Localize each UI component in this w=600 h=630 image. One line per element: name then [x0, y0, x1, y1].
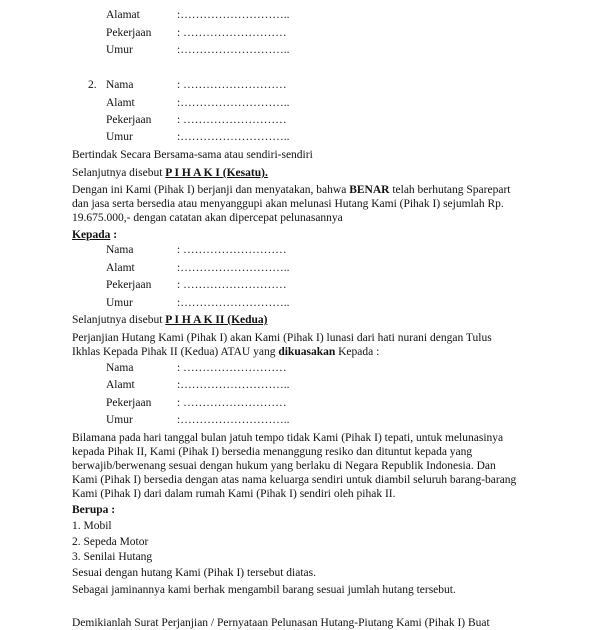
act-together-text: Bertindak Secara Bersama-sama atau sendiri-sendiri	[72, 149, 313, 161]
field-label: Alamt	[106, 379, 135, 391]
statement-text: telah berhutang Sparepart	[389, 184, 511, 196]
agreement-line-1: Perjanjian Hutang Kami (Pihak I) akan Kami (Pihak I) lunasi dari hati nurani dengan Tulus	[72, 332, 492, 344]
field-value: :………………………..	[177, 97, 290, 109]
pihak1-line	[72, 166, 268, 180]
field-value: :………………………..	[177, 297, 290, 309]
field-value: : ………………………	[177, 114, 287, 126]
statement-line-3: 19.675.000,- dengan catatan akan dipercepat pelunasannya	[72, 212, 343, 224]
statement-bold: BENAR	[349, 184, 390, 196]
field-value: : ………………………	[177, 279, 287, 291]
statement-line-2: dan jasa serta bersedia atau menyanggupi akan melunasi Hutang Kami (Pihak I) sejumlah Rp.	[72, 198, 504, 210]
guarantee-text: Sebagai jaminannya kami berhak mengambil barang sesuai jumlah hutang tersebut.	[72, 584, 456, 596]
according-text: Sesuai dengan hutang Kami (Pihak I) tersebut diatas.	[72, 567, 316, 579]
field-label: Nama	[106, 244, 134, 256]
field-value: :………………………..	[177, 131, 290, 143]
field-value: : ………………………	[177, 244, 287, 256]
field-label: Pekerjaan	[106, 397, 152, 409]
default-clause-line: berwajib/berwenang sesuai dengan hukum yang berlaku di Negara Republik Indonesia. Dan	[72, 460, 496, 472]
field-label: Pekerjaan	[106, 279, 152, 291]
field-label: Alamt	[106, 97, 135, 109]
field-label: Umur	[106, 44, 133, 56]
agreement-text: Ikhlas Kepada Pihak II (Kedua) ATAU yang	[72, 346, 279, 358]
default-clause-line: Kami (Pihak I) bersedia dengan atas nama keluarga sendiri untuk diambil seluruh barang-barang	[72, 474, 517, 486]
default-clause-line: kepada Pihak II, Kami (Pihak I) bersedia menanggung resiko dan dituntut kepada yang	[72, 446, 473, 458]
kepada-colon: :	[110, 229, 118, 241]
pihak2-line	[72, 313, 268, 327]
agreement-bold: dikuasakan	[278, 346, 336, 358]
field-value: : ………………………	[177, 27, 287, 39]
pihak1-prefix: Selanjutnya disebut	[72, 167, 166, 179]
field-label: Pekerjaan	[106, 27, 152, 39]
field-label: Umur	[106, 414, 133, 426]
field-value: :………………………..	[177, 9, 290, 21]
field-value: :………………………..	[177, 44, 290, 56]
field-label: Pekerjaan	[106, 114, 152, 126]
field-label: Alamat	[106, 9, 140, 21]
field-value: :………………………..	[177, 414, 290, 426]
party-number: 2.	[88, 79, 97, 91]
pihak2-title: P I H A K II (Kedua)	[165, 314, 268, 326]
pihak1-title: P I H A K I (Kesatu).	[165, 167, 268, 179]
field-label: Umur	[106, 131, 133, 143]
default-clause-line: Bilamana pada hari tanggal bulan jatuh tempo tidak Kami (Pihak I) tepati, untuk melunasinya	[72, 432, 504, 444]
agreement-line-2	[72, 345, 379, 359]
kepada-label: Kepada	[72, 229, 111, 241]
statement-line-1	[72, 183, 510, 197]
field-label: Alamt	[106, 262, 135, 274]
field-label: Nama	[106, 79, 134, 91]
field-label: Umur	[106, 297, 133, 309]
field-value: :………………………..	[177, 379, 290, 391]
list-item: 2. Sepeda Motor	[72, 536, 149, 548]
field-value: : ………………………	[177, 79, 287, 91]
field-label: Nama	[106, 362, 134, 374]
kepada-heading	[72, 228, 117, 242]
field-value: :………………………..	[177, 262, 290, 274]
field-value: : ………………………	[177, 362, 287, 374]
pihak2-prefix: Selanjutnya disebut	[72, 314, 166, 326]
agreement-text: Kepada :	[335, 346, 380, 358]
list-item: 3. Senilai Hutang	[72, 551, 153, 563]
statement-text: Dengan ini Kami (Pihak I) berjanji dan menyatakan, bahwa	[72, 184, 350, 196]
berupa-heading: Berupa :	[72, 504, 116, 516]
default-clause-line: Kami (Pihak I) dari dalam rumah Kami (Pihak I) sendiri oleh pihak II.	[72, 488, 396, 500]
list-item: 1. Mobil	[72, 520, 112, 532]
field-value: : ………………………	[177, 397, 287, 409]
closing-text: Demikianlah Surat Perjanjian / Pernyataan Pelunasan Hutang-Piutang Kami (Pihak I) Buat	[72, 617, 490, 629]
